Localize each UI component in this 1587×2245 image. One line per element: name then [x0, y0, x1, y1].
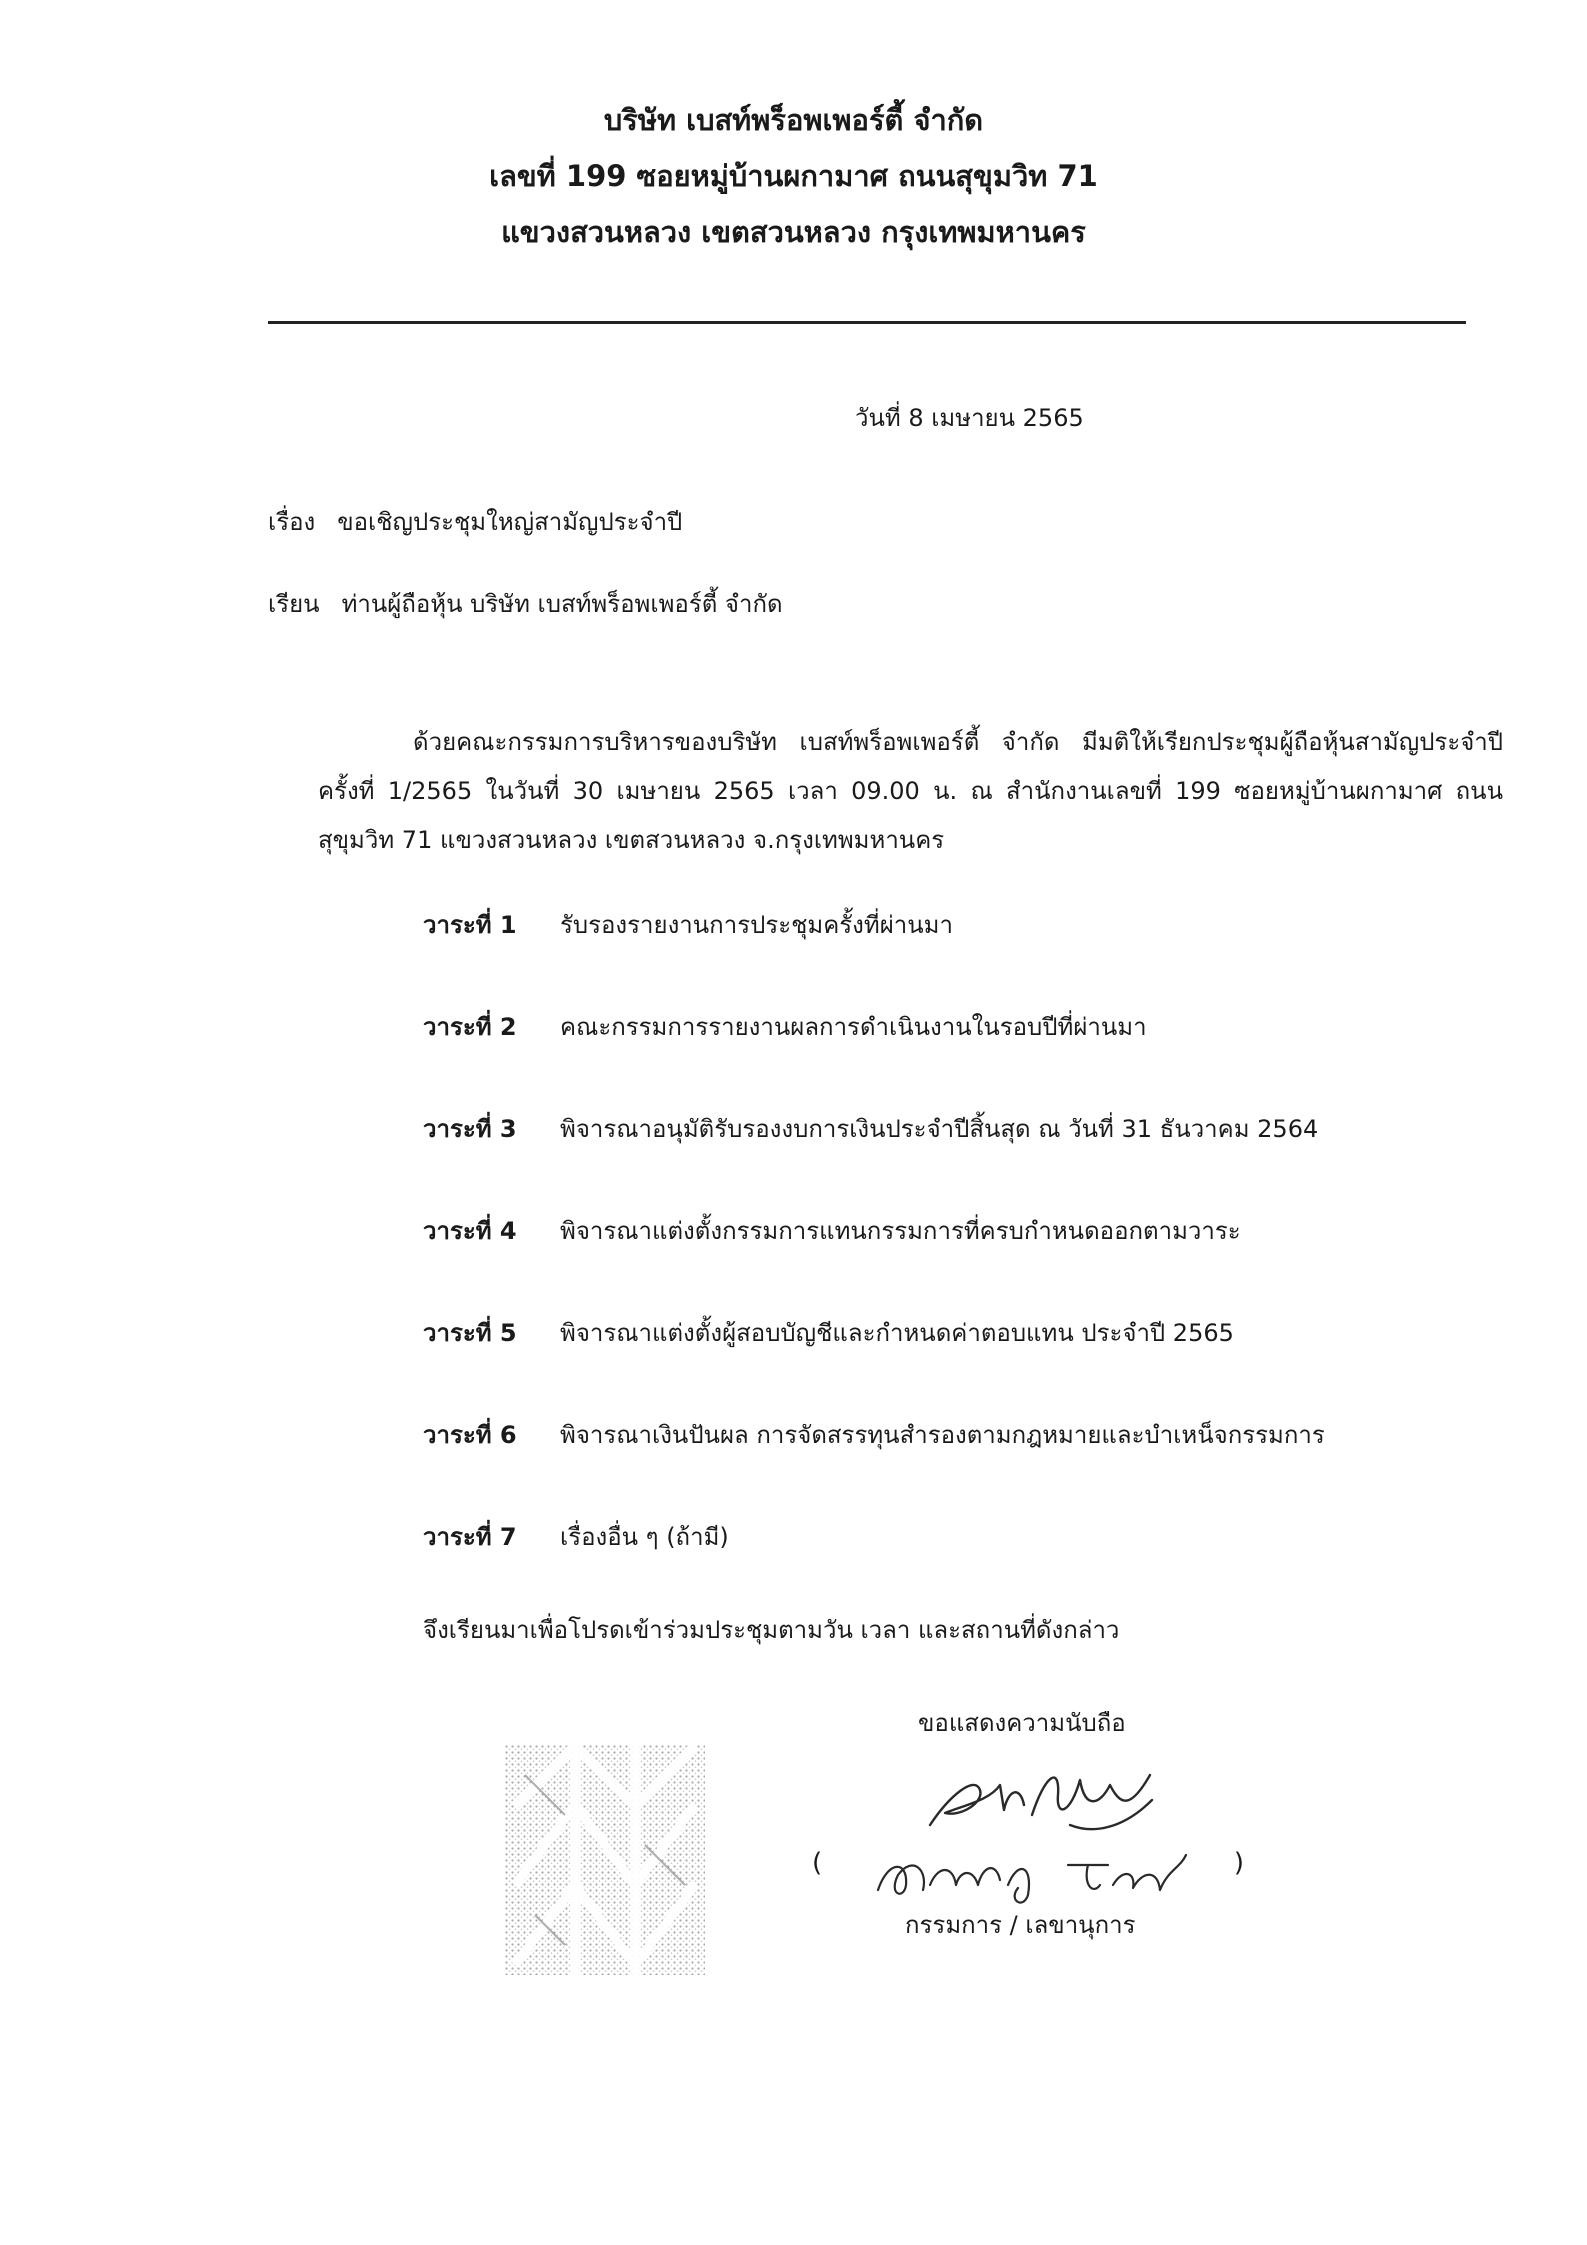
- letter-date: วันที่ 8 เมษายน 2565: [855, 404, 1084, 432]
- agenda-number: วาระที่ 1: [423, 911, 517, 939]
- agenda-text: เรื่องอื่น ๆ (ถ้ามี): [560, 1523, 729, 1551]
- agenda-item: [423, 1313, 1423, 1415]
- agenda-number: วาระที่ 4: [423, 1217, 517, 1245]
- handwritten-signature: [920, 1755, 1160, 1845]
- agenda-list: [423, 905, 1423, 1619]
- agenda-item: [423, 1517, 1423, 1619]
- agenda-item: [423, 1109, 1423, 1211]
- agenda-number: วาระที่ 3: [423, 1115, 517, 1143]
- agenda-number: วาระที่ 7: [423, 1523, 517, 1551]
- subject-line: [268, 502, 682, 541]
- company-seal-stamp: [505, 1745, 705, 1975]
- agenda-text: พิจารณาแต่งตั้งกรรมการแทนกรรมการที่ครบกำหนดออกตามวาระ: [560, 1217, 1241, 1245]
- agenda-item: [423, 905, 1423, 1007]
- name-open-paren: (: [812, 1848, 823, 1878]
- handwritten-signatory-name: [868, 1840, 1198, 1910]
- agenda-item: [423, 1415, 1423, 1517]
- signatory-position: กรรมการ / เลขานุการ: [905, 1911, 1136, 1939]
- agenda-number: วาระที่ 2: [423, 1013, 517, 1041]
- company-address-line-2: แขวงสวนหลวง เขตสวนหลวง กรุงเทพมหานคร: [501, 215, 1086, 249]
- agenda-text: พิจารณาอนุมัติรับรองงบการเงินประจำปีสิ้นสุด ณ วันที่ 31 ธันวาคม 2564: [560, 1115, 1319, 1143]
- agenda-number: วาระที่ 6: [423, 1421, 517, 1449]
- agenda-text: รับรองรายงานการประชุมครั้งที่ผ่านมา: [560, 911, 953, 939]
- company-address-line-1: เลขที่ 199 ซอยหมู่บ้านผกามาศ ถนนสุขุมวิท 71: [489, 159, 1098, 193]
- agenda-text: พิจารณาแต่งตั้งผู้สอบบัญชีและกำหนดค่าตอบแทน ประจำปี 2565: [560, 1319, 1234, 1347]
- subject-label: เรื่อง: [268, 508, 316, 536]
- letterhead-divider: [268, 321, 1466, 324]
- recipient-text: ท่านผู้ถือหุ้น บริษัท เบสท์พร็อพเพอร์ตี้ จำกัด: [341, 590, 783, 618]
- subject-text: ขอเชิญประชุมใหญ่สามัญประจำปี: [337, 508, 683, 536]
- body-paragraph: ด้วยคณะกรรมการบริหารของบริษัท เบสท์พร็อพเพอร์ตี้ จำกัด มีมติให้เรียกประชุมผู้ถือหุ้นสามัญประจำปี ครั้งที่ 1/2565 ในวันที่ 30 เมษายน 2565 เวลา 09.00 น. ณ สำนักงานเลขที่ 199 ซอยหมู่บ้านผกามาศ ถนนสุขุมวิท 71 แขวงสวนหลวง เขตสวนหลวง จ.กรุงเทพมหานคร: [318, 728, 1503, 854]
- name-close-paren: ): [1233, 1848, 1244, 1878]
- closing-sentence: จึงเรียนมาเพื่อโปรดเข้าร่วมประชุมตามวัน เวลา และสถานที่ดังกล่าว: [423, 1616, 1120, 1644]
- regards-text: ขอแสดงความนับถือ: [918, 1709, 1126, 1737]
- recipient-label: เรียน: [268, 590, 320, 618]
- recipient-line: [268, 584, 783, 623]
- agenda-number: วาระที่ 5: [423, 1319, 517, 1347]
- agenda-item: [423, 1211, 1423, 1313]
- letterhead: [0, 92, 1587, 260]
- company-name: บริษัท เบสท์พร็อพเพอร์ตี้ จำกัด: [603, 103, 984, 137]
- agenda-text: คณะกรรมการรายงานผลการดำเนินงานในรอบปีที่ผ่านมา: [560, 1013, 1147, 1041]
- agenda-item: [423, 1007, 1423, 1109]
- agenda-text: พิจารณาเงินปันผล การจัดสรรทุนสำรองตามกฎหมายและบำเหน็จกรรมการ: [560, 1421, 1325, 1449]
